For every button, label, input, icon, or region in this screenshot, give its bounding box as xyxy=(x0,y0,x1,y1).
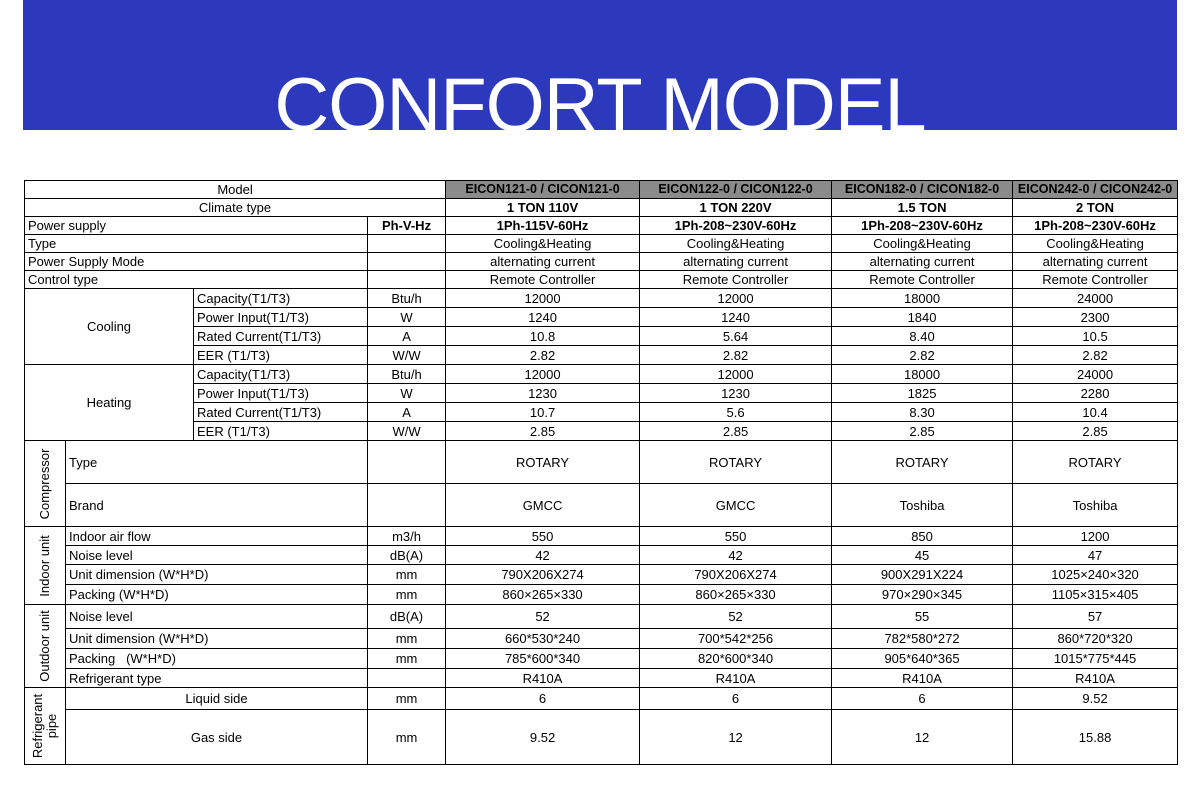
page-title: CONFORT MODEL xyxy=(274,63,926,148)
unit-cell: dB(A) xyxy=(368,546,446,565)
table-cell: 900X291X224 xyxy=(832,565,1013,585)
table-cell: 2300 xyxy=(1013,308,1178,327)
table-cell: 660*530*240 xyxy=(446,629,640,649)
table-cell: 10.7 xyxy=(446,403,640,422)
table-cell: 1105×315×405 xyxy=(1013,585,1178,605)
table-cell: 42 xyxy=(446,546,640,565)
table-cell: Toshiba xyxy=(1013,484,1178,527)
model-header: EICON122-0 / CICON122-0 xyxy=(640,181,832,199)
table-cell: 2 TON xyxy=(1013,199,1178,217)
table-cell: 790X206X274 xyxy=(446,565,640,585)
row-label: Noise level xyxy=(66,605,368,629)
unit-cell: Btu/h xyxy=(368,289,446,308)
table-cell: 2.82 xyxy=(1013,346,1178,365)
unit-cell: A xyxy=(368,403,446,422)
table-cell: 6 xyxy=(446,688,640,710)
table-cell: 57 xyxy=(1013,605,1178,629)
table-row xyxy=(25,669,1178,688)
row-label: Power Input(T1/T3) xyxy=(194,308,368,327)
table-cell: 9.52 xyxy=(446,710,640,765)
table-cell: 820*600*340 xyxy=(640,649,832,669)
table-cell: GMCC xyxy=(640,484,832,527)
table-row xyxy=(25,441,1178,484)
table-row xyxy=(25,629,1178,649)
table-cell: ROTARY xyxy=(446,441,640,484)
table-cell: 1015*775*445 xyxy=(1013,649,1178,669)
group-label-heating: Heating xyxy=(25,365,194,441)
table-cell: 2.82 xyxy=(832,346,1013,365)
table-cell: 550 xyxy=(446,527,640,546)
table-cell: alternating current xyxy=(1013,253,1178,271)
table-cell: ROTARY xyxy=(1013,441,1178,484)
group-label-compressor xyxy=(25,441,66,527)
table-cell: R410A xyxy=(640,669,832,688)
table-row xyxy=(25,649,1178,669)
unit-cell: dB(A) xyxy=(368,605,446,629)
table-cell: 8.40 xyxy=(832,327,1013,346)
table-row xyxy=(25,217,1178,235)
unit-cell: mm xyxy=(368,710,446,765)
unit-cell xyxy=(368,669,446,688)
table-cell: 1.5 TON xyxy=(832,199,1013,217)
table-cell: Toshiba xyxy=(832,484,1013,527)
group-label-cooling: Cooling xyxy=(25,289,194,365)
unit-cell xyxy=(368,235,446,253)
table-row xyxy=(25,710,1178,765)
table-cell: 42 xyxy=(640,546,832,565)
row-label: Packing (W*H*D) xyxy=(66,585,368,605)
table-row xyxy=(25,403,1178,422)
row-label: Climate type xyxy=(25,199,446,217)
model-header: EICON242-0 / CICON242-0 xyxy=(1013,181,1178,199)
row-label: EER (T1/T3) xyxy=(194,346,368,365)
table-cell: R410A xyxy=(446,669,640,688)
table-cell: 1Ph-208~230V-60Hz xyxy=(640,217,832,235)
row-label: Power Supply Mode xyxy=(25,253,368,271)
row-label: Gas side xyxy=(66,710,368,765)
table-cell: 2.82 xyxy=(446,346,640,365)
table-cell: 2280 xyxy=(1013,384,1178,403)
table-cell: 12000 xyxy=(640,365,832,384)
unit-cell: m3/h xyxy=(368,527,446,546)
table-cell: Remote Controller xyxy=(640,271,832,289)
row-label: EER (T1/T3) xyxy=(194,422,368,441)
row-label: Capacity(T1/T3) xyxy=(194,289,368,308)
row-label: Control type xyxy=(25,271,368,289)
table-cell: 9.52 xyxy=(1013,688,1178,710)
table-cell: 15.88 xyxy=(1013,710,1178,765)
table-cell: Cooling&Heating xyxy=(446,235,640,253)
table-cell: 2.85 xyxy=(832,422,1013,441)
table-cell: 45 xyxy=(832,546,1013,565)
table-cell: 18000 xyxy=(832,365,1013,384)
table-cell: 782*580*272 xyxy=(832,629,1013,649)
table-row xyxy=(25,484,1178,527)
table-cell: 24000 xyxy=(1013,289,1178,308)
row-label: Type xyxy=(66,441,368,484)
table-cell: 1 TON 220V xyxy=(640,199,832,217)
table-row xyxy=(25,346,1178,365)
table-cell: 970×290×345 xyxy=(832,585,1013,605)
table-cell: 1230 xyxy=(640,384,832,403)
table-cell: 1Ph-208~230V-60Hz xyxy=(832,217,1013,235)
row-label: Refrigerant type xyxy=(66,669,368,688)
model-header: EICON121-0 / CICON121-0 xyxy=(446,181,640,199)
row-label: Capacity(T1/T3) xyxy=(194,365,368,384)
table-cell: 2.85 xyxy=(446,422,640,441)
table-row xyxy=(25,527,1178,546)
group-label-refrigerant-pipe xyxy=(25,688,66,765)
table-row xyxy=(25,199,1178,217)
title-banner xyxy=(23,0,1177,148)
table-cell: 2.82 xyxy=(640,346,832,365)
unit-cell: W xyxy=(368,308,446,327)
table-cell: 905*640*365 xyxy=(832,649,1013,669)
unit-cell xyxy=(368,484,446,527)
table-cell: alternating current xyxy=(640,253,832,271)
row-label: Model xyxy=(25,181,446,199)
table-cell: 550 xyxy=(640,527,832,546)
table-cell: 1840 xyxy=(832,308,1013,327)
table-cell: Remote Controller xyxy=(832,271,1013,289)
table-cell: 10.4 xyxy=(1013,403,1178,422)
table-cell: 5.6 xyxy=(640,403,832,422)
row-label: Unit dimension (W*H*D) xyxy=(66,629,368,649)
table-cell: Remote Controller xyxy=(446,271,640,289)
row-label: Type xyxy=(25,235,368,253)
table-cell: 52 xyxy=(640,605,832,629)
row-label: Brand xyxy=(66,484,368,527)
row-label: Liquid side xyxy=(66,688,368,710)
table-cell: 2.85 xyxy=(1013,422,1178,441)
model-header: EICON182-0 / CICON182-0 xyxy=(832,181,1013,199)
row-label: Packing (W*H*D) xyxy=(66,649,368,669)
unit-cell: W/W xyxy=(368,422,446,441)
table-row xyxy=(25,327,1178,346)
spec-table xyxy=(24,180,1178,765)
table-cell: 1825 xyxy=(832,384,1013,403)
table-cell: ROTARY xyxy=(832,441,1013,484)
row-label: Unit dimension (W*H*D) xyxy=(66,565,368,585)
table-cell: 1025×240×320 xyxy=(1013,565,1178,585)
table-cell: R410A xyxy=(832,669,1013,688)
table-cell: 2.85 xyxy=(640,422,832,441)
table-cell: 5.64 xyxy=(640,327,832,346)
table-cell: Cooling&Heating xyxy=(640,235,832,253)
group-label-text: Refrigerant pipe xyxy=(30,693,59,759)
table-cell: 1200 xyxy=(1013,527,1178,546)
table-cell: 790X206X274 xyxy=(640,565,832,585)
table-cell: 860×265×330 xyxy=(640,585,832,605)
unit-cell: mm xyxy=(368,649,446,669)
table-cell: 700*542*256 xyxy=(640,629,832,649)
table-cell: 1240 xyxy=(446,308,640,327)
table-cell: 12000 xyxy=(640,289,832,308)
table-cell: Cooling&Heating xyxy=(832,235,1013,253)
unit-cell xyxy=(368,441,446,484)
unit-cell: W/W xyxy=(368,346,446,365)
table-cell: 850 xyxy=(832,527,1013,546)
unit-cell: mm xyxy=(368,688,446,710)
table-row xyxy=(25,181,1178,199)
table-row xyxy=(25,365,1178,384)
group-label-text: Indoor unit xyxy=(37,534,52,597)
group-label-indoor-unit xyxy=(25,527,66,605)
unit-cell xyxy=(368,271,446,289)
table-cell: 785*600*340 xyxy=(446,649,640,669)
table-cell: Cooling&Heating xyxy=(1013,235,1178,253)
table-row xyxy=(25,384,1178,403)
table-row xyxy=(25,289,1178,308)
table-cell: ROTARY xyxy=(640,441,832,484)
table-cell: 52 xyxy=(446,605,640,629)
group-label-text: Outdoor unit xyxy=(37,610,52,682)
table-row xyxy=(25,688,1178,710)
table-cell: 12000 xyxy=(446,365,640,384)
table-cell: 1 TON 110V xyxy=(446,199,640,217)
table-cell: 10.8 xyxy=(446,327,640,346)
table-cell: 18000 xyxy=(832,289,1013,308)
row-label: Rated Current(T1/T3) xyxy=(194,327,368,346)
table-row xyxy=(25,422,1178,441)
table-cell: 1Ph-208~230V-60Hz xyxy=(1013,217,1178,235)
unit-cell: mm xyxy=(368,565,446,585)
unit-cell: W xyxy=(368,384,446,403)
table-row xyxy=(25,271,1178,289)
row-label: Power supply xyxy=(25,217,368,235)
table-cell: 860*720*320 xyxy=(1013,629,1178,649)
table-row xyxy=(25,546,1178,565)
table-cell: 6 xyxy=(640,688,832,710)
table-cell: 1240 xyxy=(640,308,832,327)
group-label-text: Compressor xyxy=(37,448,52,519)
table-cell: 55 xyxy=(832,605,1013,629)
table-cell: 1Ph-115V-60Hz xyxy=(446,217,640,235)
unit-cell xyxy=(368,253,446,271)
row-label: Indoor air flow xyxy=(66,527,368,546)
row-label: Power Input(T1/T3) xyxy=(194,384,368,403)
table-cell: 47 xyxy=(1013,546,1178,565)
unit-cell: Ph-V-Hz xyxy=(368,217,446,235)
table-cell: 8.30 xyxy=(832,403,1013,422)
row-label: Rated Current(T1/T3) xyxy=(194,403,368,422)
table-cell: 6 xyxy=(832,688,1013,710)
table-cell: Remote Controller xyxy=(1013,271,1178,289)
table-cell: 1230 xyxy=(446,384,640,403)
table-row xyxy=(25,308,1178,327)
table-cell: 12000 xyxy=(446,289,640,308)
unit-cell: A xyxy=(368,327,446,346)
table-cell: 12 xyxy=(640,710,832,765)
group-label-outdoor-unit xyxy=(25,605,66,688)
table-cell: alternating current xyxy=(446,253,640,271)
row-label: Noise level xyxy=(66,546,368,565)
table-cell: 12 xyxy=(832,710,1013,765)
table-cell: 860×265×330 xyxy=(446,585,640,605)
table-cell: alternating current xyxy=(832,253,1013,271)
table-cell: 24000 xyxy=(1013,365,1178,384)
unit-cell: mm xyxy=(368,629,446,649)
table-cell: R410A xyxy=(1013,669,1178,688)
unit-cell: Btu/h xyxy=(368,365,446,384)
table-row xyxy=(25,605,1178,629)
table-row xyxy=(25,235,1178,253)
table-row xyxy=(25,253,1178,271)
table-row xyxy=(25,585,1178,605)
table-cell: 10.5 xyxy=(1013,327,1178,346)
table-row xyxy=(25,565,1178,585)
unit-cell: mm xyxy=(368,585,446,605)
table-cell: GMCC xyxy=(446,484,640,527)
